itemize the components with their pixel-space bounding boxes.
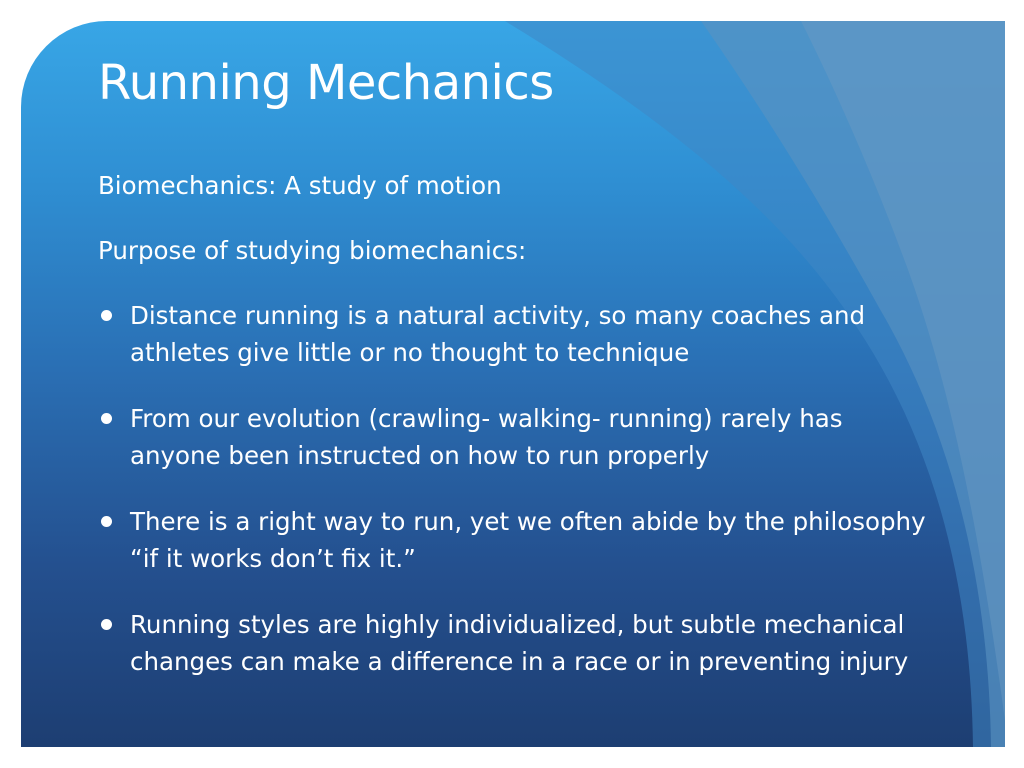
purpose-paragraph: Purpose of studying biomechanics: [98,236,527,265]
bullet-text: There is a right way to run, yet we often abide by the philosophy “if it works don’t fix it.” [130,507,926,573]
intro-paragraph: Biomechanics: A study of motion [98,171,502,200]
slide-title: Running Mechanics [98,55,554,111]
bullet-text: Distance running is a natural activity, so many coaches and athletes give little or no thought to technique [130,301,866,367]
bullet-dot-icon [101,310,112,321]
bullet-item [98,606,928,680]
slide [21,21,1005,747]
slide-body [98,167,928,709]
bullet-text: Running styles are highly individualized, but subtle mechanical changes can make a difference in a race or in preventing injury [130,610,909,676]
bullet-text: From our evolution (crawling- walking- running) rarely has anyone been instructed on how to run properly [130,404,843,470]
bullet-dot-icon [101,619,112,630]
bullet-dot-icon [101,516,112,527]
bullet-dot-icon [101,413,112,424]
bullet-item [98,400,928,474]
bullet-item [98,503,928,577]
bullet-list [98,297,928,680]
bullet-item [98,297,928,371]
